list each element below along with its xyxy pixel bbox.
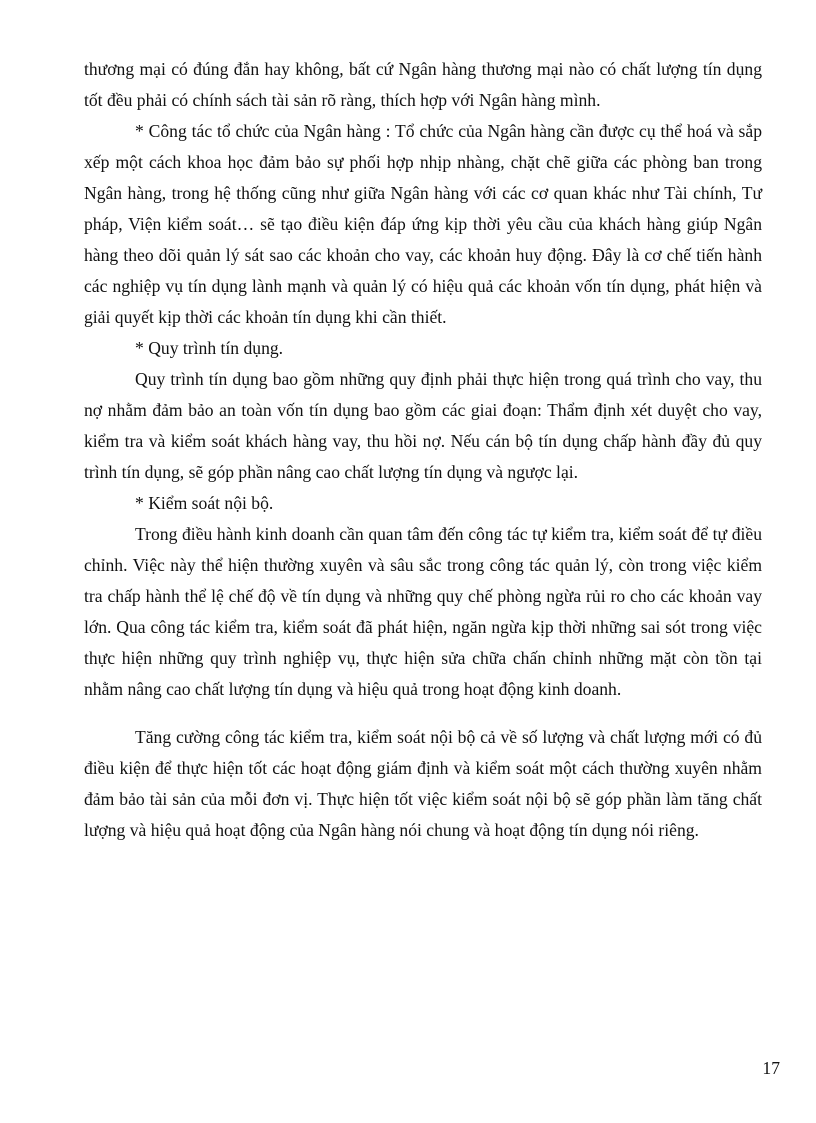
heading-internal-control: * Kiểm soát nội bộ. bbox=[135, 493, 274, 513]
paragraph-strengthen-control: Tăng cường công tác kiểm tra, kiểm soát nội bộ cả về số lượng và chất lượng mới có đủ điều kiện để thực hiện tốt các hoạt động giám định và kiểm soát một cách thường xuyên nhằm đảm bảo tài sản của mỗi đơn vị. Thực hiện tốt việc kiểm soát nội bộ sẽ góp phần làm tăng chất lượng và hiệu quả hoạt động của Ngân hàng nói chung và hoạt động tín dụng nói riêng. bbox=[84, 727, 762, 840]
page-number: 17 bbox=[762, 1058, 780, 1078]
page-body bbox=[84, 54, 762, 846]
heading-credit-process: * Quy trình tín dụng. bbox=[135, 338, 284, 358]
paragraph-continuation: thương mại có đúng đắn hay không, bất cứ Ngân hàng thương mại nào có chất lượng tín dụng tốt đều phải có chính sách tài sản rõ ràng, thích hợp với Ngân hàng mình. bbox=[84, 59, 762, 110]
paragraph-credit-process: Quy trình tín dụng bao gồm những quy định phải thực hiện trong quá trình cho vay, thu nợ nhằm đảm bảo an toàn vốn tín dụng bao gồm các giai đoạn: Thẩm định xét duyệt cho vay, kiểm tra và kiểm soát khách hàng vay, thu hồi nợ. Nếu cán bộ tín dụng chấp hành đầy đủ quy trình tín dụng, sẽ góp phần nâng cao chất lượng tín dụng và ngược lại. bbox=[84, 369, 762, 482]
paragraph-internal-control: Trong điều hành kinh doanh cần quan tâm đến công tác tự kiểm tra, kiểm soát để tự điều chỉnh. Việc này thể hiện thường xuyên và sâu sắc trong công tác quản lý, còn trong việc kiểm tra chấp hành thể lệ chế độ về tín dụng và những quy chế phòng ngừa rủi ro cho các khoản vay lớn. Qua công tác kiểm tra, kiểm soát đã phát hiện, ngăn ngừa kịp thời những sai sót trong việc thực hiện những quy trình nghiệp vụ, thực hiện sửa chữa chấn chỉnh những mặt còn tồn tại nhằm nâng cao chất lượng tín dụng và hiệu quả trong hoạt động kinh doanh. bbox=[84, 524, 762, 699]
paragraph-organization: * Công tác tổ chức của Ngân hàng : Tổ chức của Ngân hàng cần được cụ thể hoá và sắp xếp một cách khoa học đảm bảo sự phối hợp nhịp nhàng, chặt chẽ giữa các phòng ban trong Ngân hàng, trong hệ thống cũng như giữa Ngân hàng với các cơ quan khác như Tài chính, Tư pháp, Viện kiểm soát… sẽ tạo điều kiện đáp ứng kịp thời yêu cầu của khách hàng giúp Ngân hàng theo dõi quản lý sát sao các khoản cho vay, các khoản huy động. Đây là cơ chế tiến hành các nghiệp vụ tín dụng lành mạnh và quản lý có hiệu quả các khoản vốn tín dụng, phát hiện và giải quyết kịp thời các khoản tín dụng khi cần thiết. bbox=[84, 121, 762, 327]
